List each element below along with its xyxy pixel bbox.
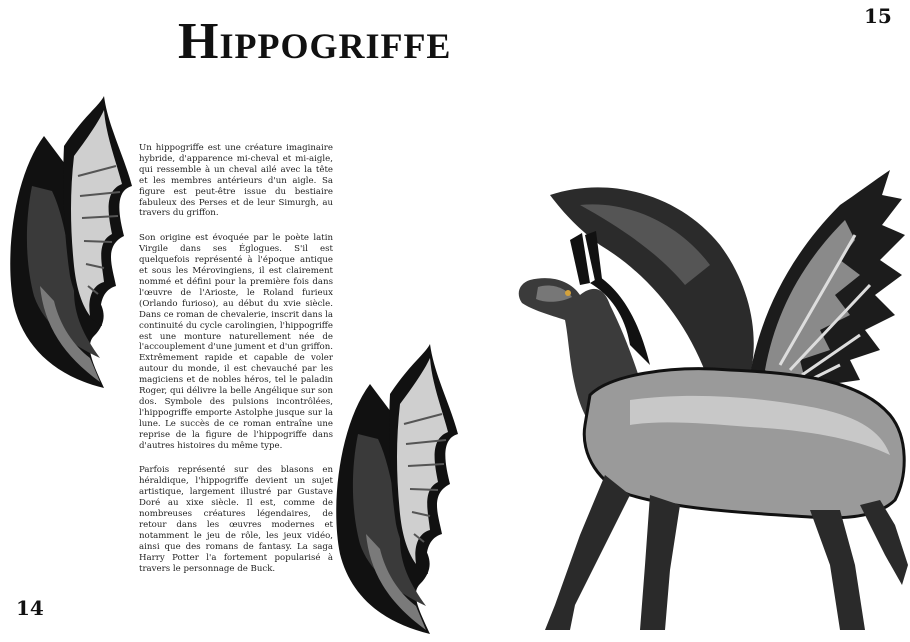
page-number-left: 14 xyxy=(16,596,44,620)
paragraph-3: Parfois représenté sur des blasons en héraldique, l'hippogriffe devient un sujet artistique, largement illustré par Gustave Doré au xixe siècle. Il est, comme de nombreuses créatures légendaires, de retour dans les œuvres modernes et notamment le jeu de rôle, les jeux vidéo, ainsi que des romans de fantasy. La saga Harry Potter l'a fortement popularisé à travers le personnage de Buck. xyxy=(139,465,333,574)
paragraph-2: Son origine est évoquée par le poète latin Virgile dans ses Églogues. S'il est quelquefois représenté à l'époque antique et sous les Mérovingiens, il est clairement nommé et défini pour la première fois dans l'œuvre de l'Arioste, le Roland furieux (Orlando furioso), au début du xvie siècle. Dans ce roman de chevalerie, inscrit dans la continuité du cycle carolingien, l'hippogriffe est une monture naturellement née de l'accouplement d'une jument et d'un griffon. Extrêmement rapide et capable de voler autour du monde, il est chevauché par les magiciens et de nobles héros, tel le paladin Roger, qui délivre la belle Angélique sur son dos. Symbole des pulsions incontrôlées, l'hippogriffe emporte Astolphe jusque sur la lune. Le succès de ce roman entraîne une reprise de la figure de l'hippogriffe dans d'autres histoires du même type. xyxy=(139,233,333,451)
wing-illustration-top xyxy=(4,96,134,392)
page-title xyxy=(178,10,658,74)
article-body xyxy=(139,143,333,589)
paragraph-1: Un hippogriffe est une créature imaginaire hybride, d'apparence mi-cheval et mi-aigle, qui ressemble à un cheval ailé avec la tête et les membres antérieurs d'un aigle. Sa figure est peut-être issue du bestiaire fabuleux des Perses et de leur Simurgh, au travers du griffon. xyxy=(139,143,333,219)
hippogriff-illustration xyxy=(510,165,910,635)
page-title-text: Hippogriffe xyxy=(178,13,452,70)
wing-illustration-bottom xyxy=(330,344,460,638)
page-number-right: 15 xyxy=(864,4,892,28)
